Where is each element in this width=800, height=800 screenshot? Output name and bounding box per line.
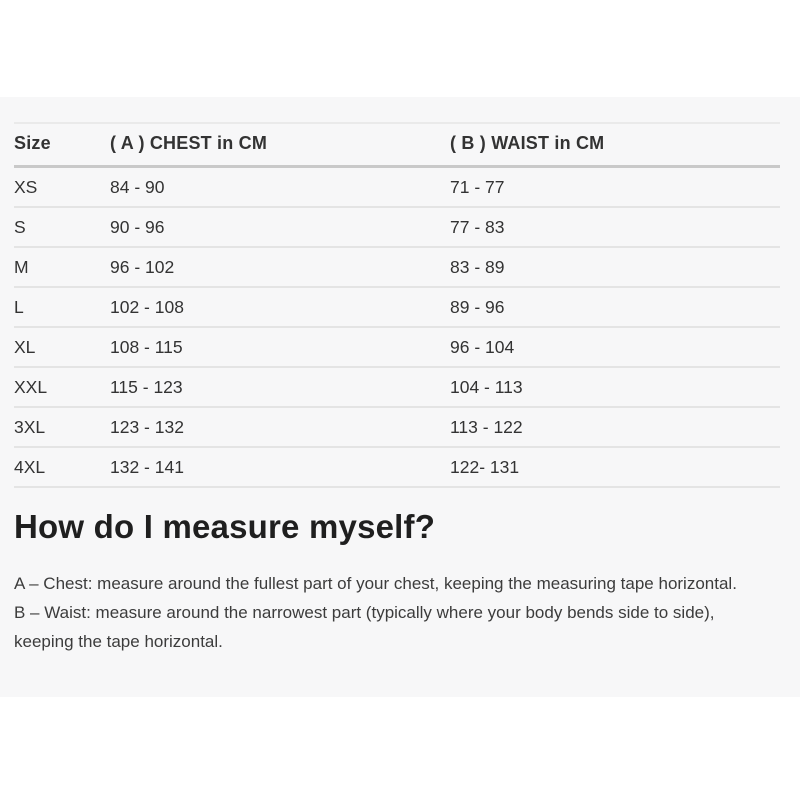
chest-cell: 123 - 132 [110,407,450,447]
chest-cell: 132 - 141 [110,447,450,487]
size-cell: S [14,207,110,247]
waist-cell: 77 - 83 [450,207,780,247]
size-cell: M [14,247,110,287]
size-chart-body [14,167,780,488]
size-chart-table [14,122,780,488]
waist-cell: 71 - 77 [450,167,780,208]
waist-cell: 122- 131 [450,447,780,487]
instruction-chest: A – Chest: measure around the fullest part of your chest, keeping the measuring tape horizontal. [14,574,737,593]
size-cell: XXL [14,367,110,407]
table-row [14,287,780,327]
table-row [14,207,780,247]
table-row [14,167,780,208]
table-row [14,247,780,287]
size-cell: XS [14,167,110,208]
measure-instructions [14,569,759,656]
table-row [14,327,780,367]
header-chest: ( A ) CHEST in CM [110,123,450,167]
size-cell: 4XL [14,447,110,487]
table-row [14,447,780,487]
chest-cell: 96 - 102 [110,247,450,287]
waist-cell: 83 - 89 [450,247,780,287]
measure-heading: How do I measure myself? [14,508,436,545]
header-size: Size [14,123,110,167]
waist-cell: 104 - 113 [450,367,780,407]
instruction-waist: B – Waist: measure around the narrowest part (typically where your body bends side to side), keeping the tape horizontal. [14,603,715,651]
waist-cell: 113 - 122 [450,407,780,447]
size-chart-header [14,123,780,167]
waist-cell: 89 - 96 [450,287,780,327]
size-cell: XL [14,327,110,367]
chest-cell: 108 - 115 [110,327,450,367]
size-cell: L [14,287,110,327]
table-row [14,367,780,407]
table-row [14,407,780,447]
chest-cell: 115 - 123 [110,367,450,407]
chest-cell: 84 - 90 [110,167,450,208]
header-waist: ( B ) WAIST in CM [450,123,780,167]
size-guide-panel [0,97,800,697]
header-row [14,123,780,167]
waist-cell: 96 - 104 [450,327,780,367]
chest-cell: 102 - 108 [110,287,450,327]
chest-cell: 90 - 96 [110,207,450,247]
size-cell: 3XL [14,407,110,447]
